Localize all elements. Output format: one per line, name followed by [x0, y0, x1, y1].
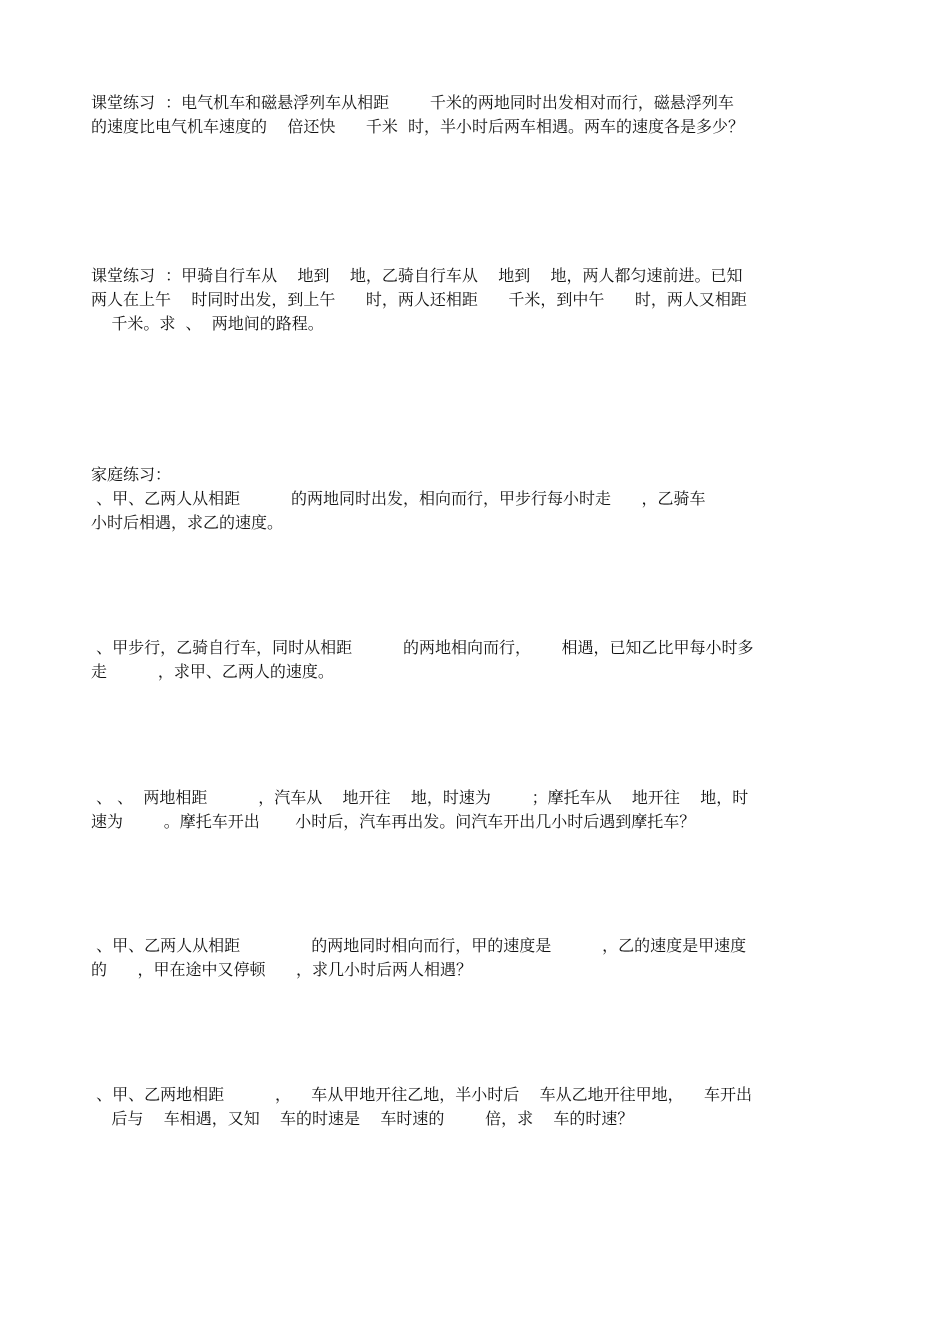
- home-exercise-2: [91, 636, 863, 684]
- text-line: 千米。求 、 两地间的路程。: [91, 314, 324, 333]
- classroom-exercise-2: [91, 264, 863, 336]
- home-exercise-4: [91, 934, 863, 982]
- text-line: 、甲、乙两人从相距 的两地同时出发，相向而行，甲步行每小时走 ，乙骑车: [91, 489, 706, 508]
- text-line: 、甲、乙两地相距 ， 车从甲地开往乙地，半小时后 车从乙地开往甲地， 车开出: [91, 1085, 752, 1104]
- text-line: 速为 。摩托车开出 小时后，汽车再出发。问汽车开出几小时后遇到摩托车？: [91, 812, 696, 831]
- text-line: 、甲步行，乙骑自行车，同时从相距 的两地相向而行， 相遇，已知乙比甲每小时多: [91, 638, 754, 657]
- home-exercise-1: [91, 463, 863, 535]
- home-exercise-5: [91, 1083, 863, 1131]
- section-heading: 家庭练习：: [91, 465, 172, 484]
- text-line: 、甲、乙两人从相距 的两地同时相向而行，甲的速度是 ，乙的速度是甲速度: [91, 936, 747, 955]
- text-line: 课堂练习 ：电气机车和磁悬浮列车从相距 千米的两地同时出发相对而行，磁悬浮列车: [91, 93, 734, 112]
- home-exercise-3: [91, 786, 863, 834]
- text-line: 小时后相遇，求乙的速度。: [91, 513, 284, 532]
- classroom-exercise-1: [91, 91, 863, 139]
- text-line: 走 ，求甲、乙两人的速度。: [91, 662, 334, 681]
- text-line: 、 、 两地相距 ，汽车从 地开往 地，时速为 ；摩托车从 地开往 地，时: [91, 788, 749, 807]
- text-line: 课堂练习 ：甲骑自行车从 地到 地，乙骑自行车从 地到 地，两人都匀速前进。已知: [91, 266, 743, 285]
- text-line: 两人在上午 时同时出发，到上午 时，两人还相距 千米，到中午 时，两人又相距: [91, 290, 747, 309]
- text-line: 的 ，甲在途中又停顿 ，求几小时后两人相遇？: [91, 960, 473, 979]
- text-line: 的速度比电气机车速度的 倍还快 千米 时，半小时后两车相遇。两车的速度各是多少？: [91, 117, 745, 136]
- text-line: 后与 车相遇，又知 车的时速是 车时速的 倍，求 车的时速？: [91, 1109, 634, 1128]
